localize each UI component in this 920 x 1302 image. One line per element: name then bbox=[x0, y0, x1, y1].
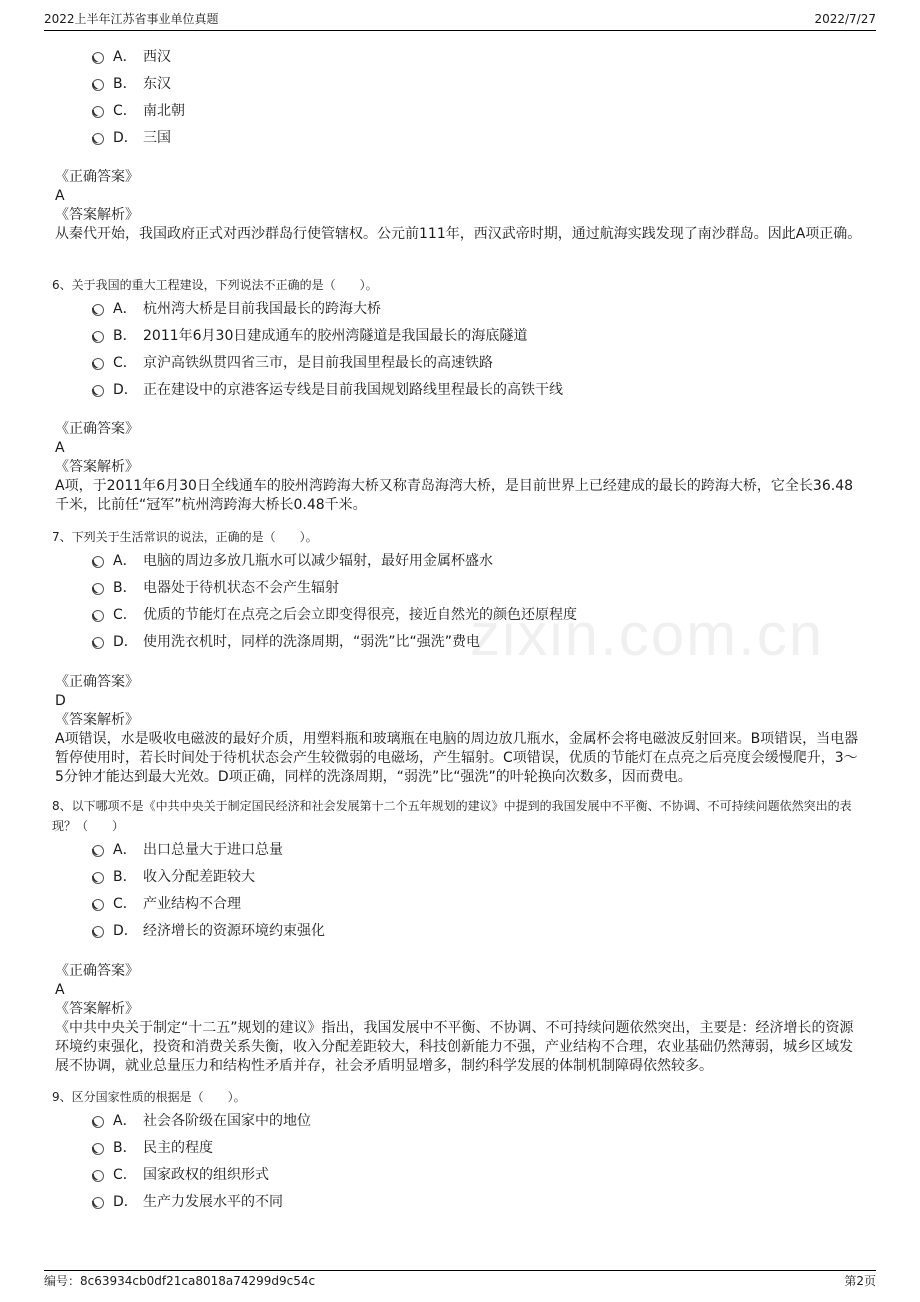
q7-options bbox=[92, 546, 577, 654]
q5-option-d[interactable]: D． 三国 bbox=[92, 123, 185, 150]
q7-stem: 7、下列关于生活常识的说法，正确的是（ ）。 bbox=[52, 530, 318, 544]
answer-value: A bbox=[55, 982, 65, 998]
radio-icon[interactable] bbox=[92, 1143, 104, 1155]
document-code: 编号：8c63934cb0df21ca8018a74299d9c54c bbox=[44, 1274, 316, 1288]
q9-option-d[interactable]: D． 生产力发展水平的不同 bbox=[92, 1187, 311, 1214]
answer-title: 《正确答案》 bbox=[55, 169, 139, 185]
radio-icon[interactable] bbox=[92, 385, 104, 397]
radio-icon[interactable] bbox=[92, 610, 104, 622]
analysis-text: A项，于2011年6月30日全线通车的胶州湾跨海大桥又称青岛海湾大桥，是目前世界上已经建成的最长的跨海大桥，它全长36.48千米，比前任“冠军”杭州湾跨海大桥长0.48千米。 bbox=[55, 478, 854, 513]
analysis-title: 《答案解析》 bbox=[55, 207, 139, 223]
q5-option-a[interactable]: A． 西汉 bbox=[92, 42, 185, 69]
q5-option-b[interactable]: B． 东汉 bbox=[92, 69, 185, 96]
q9-option-c[interactable]: C． 国家政权的组织形式 bbox=[92, 1160, 311, 1187]
q9-option-b[interactable]: B． 民主的程度 bbox=[92, 1133, 311, 1160]
radio-icon[interactable] bbox=[92, 899, 104, 911]
radio-icon[interactable] bbox=[92, 106, 104, 118]
radio-icon[interactable] bbox=[92, 1197, 104, 1209]
q6-answer-block bbox=[55, 420, 865, 515]
analysis-title: 《答案解析》 bbox=[55, 1001, 139, 1017]
radio-icon[interactable] bbox=[92, 637, 104, 649]
watermark: zixin.com.cn bbox=[470, 601, 825, 668]
answer-title: 《正确答案》 bbox=[55, 963, 139, 979]
q8-options bbox=[92, 835, 325, 943]
q8-stem: 8、以下哪项不是《中共中央关于制定国民经济和社会发展第十二个五年规划的建议》中提到的我国发展中不平衡、不协调、不可持续问题依然突出的表现？（ ） bbox=[52, 799, 852, 833]
radio-icon[interactable] bbox=[92, 556, 104, 568]
radio-icon[interactable] bbox=[92, 304, 104, 316]
answer-title: 《正确答案》 bbox=[55, 674, 139, 690]
analysis-title: 《答案解析》 bbox=[55, 459, 139, 475]
analysis-text: A项错误，水是吸收电磁波的最好介质，用塑料瓶和玻璃瓶在电脑的周边放几瓶水，金属杯会将电磁波反射回来。B项错误，当电器暂停使用时，若长时间处于待机状态会产生较微弱的电磁场，产生辐射。C项错误，优质的节能灯在点亮之后亮度会缓慢爬升，3～5分钟才能达到最大光效。D项正确，同样的洗涤周期，“弱洗”比“强洗”的叶轮换向次数多，因而费电。 bbox=[55, 731, 859, 785]
q6-option-b[interactable]: B． 2011年6月30日建成通车的胶州湾隧道是我国最长的海底隧道 bbox=[92, 321, 563, 348]
q7-option-d[interactable]: D． 使用洗衣机时，同样的洗涤周期，“弱洗”比“强洗”费电 bbox=[92, 627, 577, 654]
radio-icon[interactable] bbox=[92, 52, 104, 64]
answer-title: 《正确答案》 bbox=[55, 421, 139, 437]
radio-icon[interactable] bbox=[92, 583, 104, 595]
q7-option-c[interactable]: C． 优质的节能灯在点亮之后会立即变得很亮，接近自然光的颜色还原程度 bbox=[92, 600, 577, 627]
q8-option-c[interactable]: C． 产业结构不合理 bbox=[92, 889, 325, 916]
q5-options bbox=[92, 42, 185, 150]
radio-icon[interactable] bbox=[92, 872, 104, 884]
answer-value: A bbox=[55, 440, 65, 456]
document-title: 2022上半年江苏省事业单位真题 bbox=[44, 12, 219, 26]
q8-option-b[interactable]: B． 收入分配差距较大 bbox=[92, 862, 325, 889]
q6-option-a[interactable]: A． 杭州湾大桥是目前我国最长的跨海大桥 bbox=[92, 294, 563, 321]
page-header bbox=[44, 8, 876, 31]
radio-icon[interactable] bbox=[92, 1116, 104, 1128]
radio-icon[interactable] bbox=[92, 358, 104, 370]
q8-option-a[interactable]: A． 出口总量大于进口总量 bbox=[92, 835, 325, 862]
radio-icon[interactable] bbox=[92, 331, 104, 343]
q6-option-c[interactable]: C． 京沪高铁纵贯四省三市，是目前我国里程最长的高速铁路 bbox=[92, 348, 563, 375]
q5-answer-block bbox=[55, 168, 865, 244]
q8-option-d[interactable]: D． 经济增长的资源环境约束强化 bbox=[92, 916, 325, 943]
radio-icon[interactable] bbox=[92, 845, 104, 857]
q9-options bbox=[92, 1106, 311, 1214]
radio-icon[interactable] bbox=[92, 1170, 104, 1182]
analysis-text: 从秦代开始，我国政府正式对西沙群岛行使管辖权。公元前111年，西汉武帝时期，通过航海实践发现了南沙群岛。因此A项正确。 bbox=[55, 226, 862, 242]
q5-option-c[interactable]: C． 南北朝 bbox=[92, 96, 185, 123]
q7-option-a[interactable]: A． 电脑的周边多放几瓶水可以减少辐射，最好用金属杯盛水 bbox=[92, 546, 577, 573]
q9-stem: 9、区分国家性质的根据是（ ）。 bbox=[52, 1090, 246, 1104]
page-number: 第2页 bbox=[844, 1274, 876, 1288]
radio-icon[interactable] bbox=[92, 133, 104, 145]
q9-option-a[interactable]: A． 社会各阶级在国家中的地位 bbox=[92, 1106, 311, 1133]
q6-stem: 6、关于我国的重大工程建设，下列说法不正确的是（ ）。 bbox=[52, 278, 378, 292]
analysis-title: 《答案解析》 bbox=[55, 712, 139, 728]
q7-answer-block bbox=[55, 673, 865, 787]
q8-answer-block bbox=[55, 962, 865, 1076]
page-footer bbox=[44, 1270, 876, 1293]
answer-value: D bbox=[55, 693, 66, 709]
q7-option-b[interactable]: B． 电器处于待机状态不会产生辐射 bbox=[92, 573, 577, 600]
analysis-text: 《中共中央关于制定“十二五”规划的建议》指出，我国发展中不平衡、不协调、不可持续问题依然突出，主要是：经济增长的资源环境约束强化，投资和消费关系失衡，收入分配差距较大，科技创新能力不强，产业结构不合理，农业基础仍然薄弱，城乡区域发展不协调，就业总量压力和结构性矛盾并存，社会矛盾明显增多，制约科学发展的体制机制障碍依然较多。 bbox=[55, 1020, 854, 1074]
q6-option-d[interactable]: D． 正在建设中的京港客运专线是目前我国规划路线里程最长的高铁干线 bbox=[92, 375, 563, 402]
document-date: 2022/7/27 bbox=[814, 12, 876, 26]
answer-value: A bbox=[55, 188, 65, 204]
radio-icon[interactable] bbox=[92, 926, 104, 938]
radio-icon[interactable] bbox=[92, 79, 104, 91]
q6-options bbox=[92, 294, 563, 402]
